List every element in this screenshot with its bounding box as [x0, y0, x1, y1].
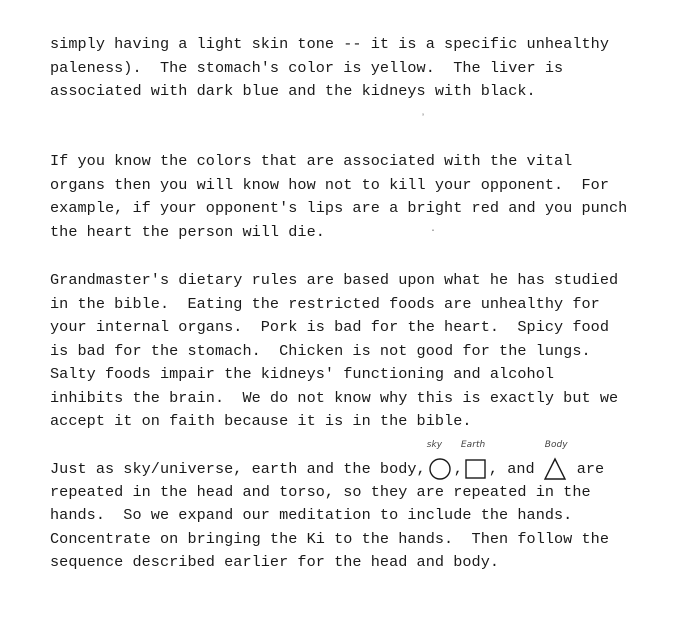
text-line: hands. So we expand our meditation to include the hands.: [50, 506, 573, 524]
stray-mark: ʼ: [420, 114, 427, 125]
body-symbol: [543, 440, 568, 481]
earth-symbol: [460, 440, 489, 481]
text-segment: ,: [453, 460, 463, 479]
text-line: in the bible. Eating the restricted foods are unhealthy for: [50, 294, 600, 313]
symbol-line: [50, 440, 609, 481]
text-line: Grandmaster's dietary rules are based upon what he has studied: [50, 271, 619, 289]
text-segment: are: [576, 460, 605, 479]
text-segment: , and: [488, 460, 535, 479]
triangle-icon: [543, 457, 567, 481]
text-line: simply having a light skin tone -- it is a specific unhealthy: [50, 35, 610, 53]
paragraph-1: [50, 33, 609, 104]
text-line: is bad for the stomach. Chicken is not good for the lungs.: [50, 341, 591, 360]
circle-icon: [426, 457, 454, 481]
text-segment: Just as sky/universe, earth and the body,: [50, 460, 426, 479]
body-annotation: Body: [544, 440, 568, 450]
earth-annotation: Earth: [460, 440, 486, 450]
text-line: accept it on faith because it is in the bible.: [50, 412, 472, 430]
text-line: Concentrate on bringing the Ki to the hands. Then follow the: [50, 529, 610, 548]
text-line: inhibits the brain. We do not know why this is exactly but we: [50, 388, 619, 407]
paragraph-2: [50, 150, 627, 244]
stray-mark: ·: [430, 226, 437, 237]
text-line: sequence described earlier for the head and body.: [50, 553, 500, 571]
paragraph-3: [50, 269, 618, 434]
square-icon: [463, 457, 489, 481]
text-line: your internal organs. Pork is bad for the heart. Spicy food: [50, 318, 610, 336]
sky-symbol: [426, 440, 454, 481]
text-line: repeated in the head and torso, so they are repeated in the: [50, 482, 591, 501]
text-line: the heart the person will die.: [50, 222, 325, 241]
text-line: If you know the colors that are associated with the vital: [50, 152, 573, 170]
sky-annotation: sky: [426, 440, 443, 450]
text-line: paleness). The stomach's color is yellow. The liver is: [50, 58, 564, 77]
text-line: Salty foods impair the kidneys' functioning and alcohol: [50, 365, 555, 383]
text-line: organs then you will know how not to kill your opponent. For: [50, 175, 610, 194]
text-line: associated with dark blue and the kidneys with black.: [50, 82, 536, 100]
paragraph-4: [50, 440, 610, 575]
text-line: example, if your opponent's lips are a bright red and you punch: [50, 199, 628, 217]
